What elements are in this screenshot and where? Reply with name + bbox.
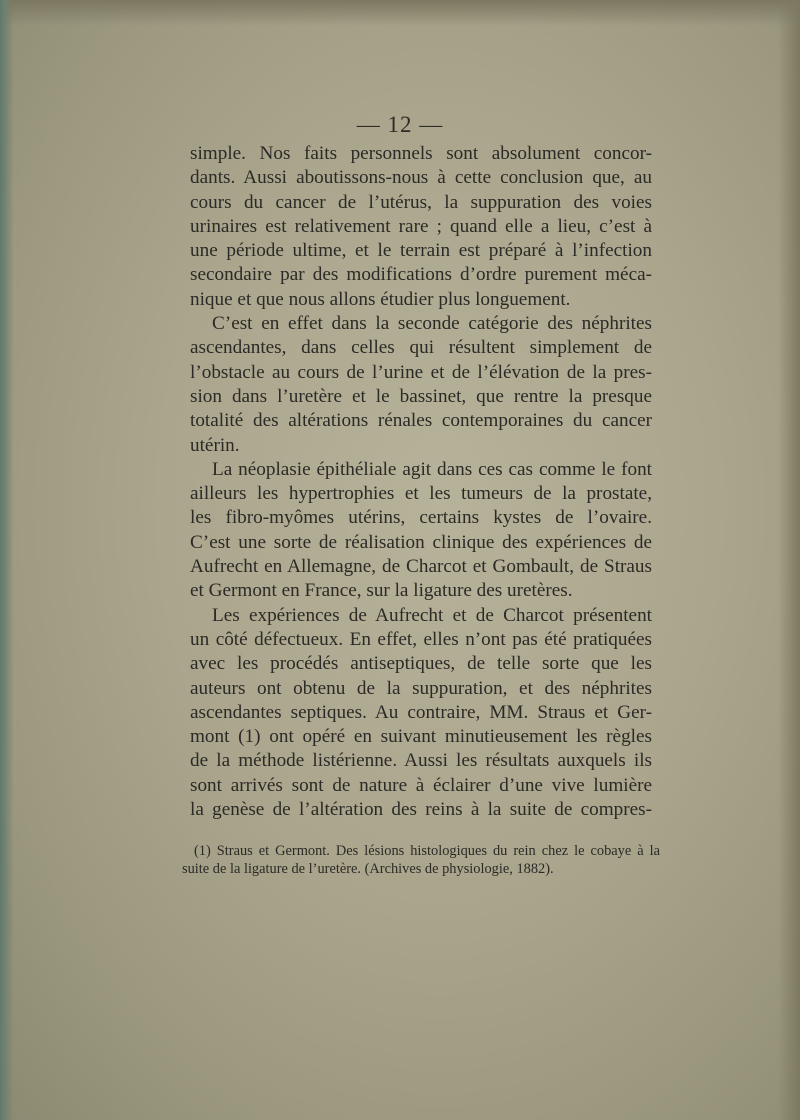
text-line: C’est une sorte de réalisation clinique des expériences de [190,531,652,553]
text-line: avec les procédés antiseptiques, de telle sorte que les [190,653,652,675]
text-line: la genèse de l’altération des reins à la suite de compres- [190,799,652,821]
page-top-shadow [0,0,800,26]
text-line: C’est en effet dans la seconde catégorie des néphrites [212,313,652,335]
text-line: simple. Nos faits personnels sont absolument concor- [190,143,652,164]
text-line: sion dans l’uretère et le bassinet, que rentre la presque [190,385,652,407]
text-line: un côté défectueux. En effet, elles n’ont pas été pratiquées [190,628,652,650]
text-line: sont arrivés sont de nature à éclairer d’une vive lumière [190,774,652,796]
text-line: ascendantes, dans celles qui résultent simplement de [190,337,652,359]
text-line: une période ultime, et le terrain est préparé à l’infection [190,240,652,262]
text-line: secondaire par des modifications d’ordre purement méca- [190,264,652,286]
footnote-line: (1) Straus et Germont. Des lésions histologiques du rein chez le cobaye à la [194,843,660,859]
body-text [190,142,652,822]
text-line: de la méthode listérienne. Aussi les résultats auxquels ils [190,750,652,772]
page-left-edge [0,0,14,1120]
text-line: Aufrecht en Allemagne, de Charcot et Gombault, de Straus [190,556,652,578]
text-line: nique et que nous allons étudier plus longuement. [190,288,571,310]
text-line: La néoplasie épithéliale agit dans ces cas comme le font [212,458,652,480]
text-line: Les expériences de Aufrecht et de Charcot présentent [212,604,652,626]
text-line: totalité des altérations rénales contemporaines du cancer [190,410,652,432]
page-right-shadow [778,0,800,1120]
text-line: cours du cancer de l’utérus, la suppuration des voies [190,191,652,213]
page-number: — 12 — [356,112,444,137]
text-line: ailleurs les hypertrophies et les tumeurs de la prostate, [190,483,652,505]
text-line: les fibro-myômes utérins, certains kystes de l’ovaire. [190,507,652,529]
text-line: auteurs ont obtenu de la suppuration, et des néphrites [190,677,652,699]
text-line: utérin. [190,434,240,456]
text-line: dants. Aussi aboutissons-nous à cette conclusion que, au [190,167,652,189]
text-line: mont (1) ont opéré en suivant minutieusement les règles [190,726,652,748]
footnote-line: suite de la ligature de l’uretère. (Archives de physiologie, 1882). [182,861,554,877]
text-line: l’obstacle au cours de l’urine et de l’élévation de la pres- [190,361,652,383]
footnote [182,842,660,878]
text-line: ascendantes septiques. Au contraire, MM. Straus et Ger- [190,701,652,723]
text-line: et Germont en France, sur la ligature des uretères. [190,580,573,602]
text-line: urinaires est relativement rare ; quand elle a lieu, c’est à [190,215,652,237]
